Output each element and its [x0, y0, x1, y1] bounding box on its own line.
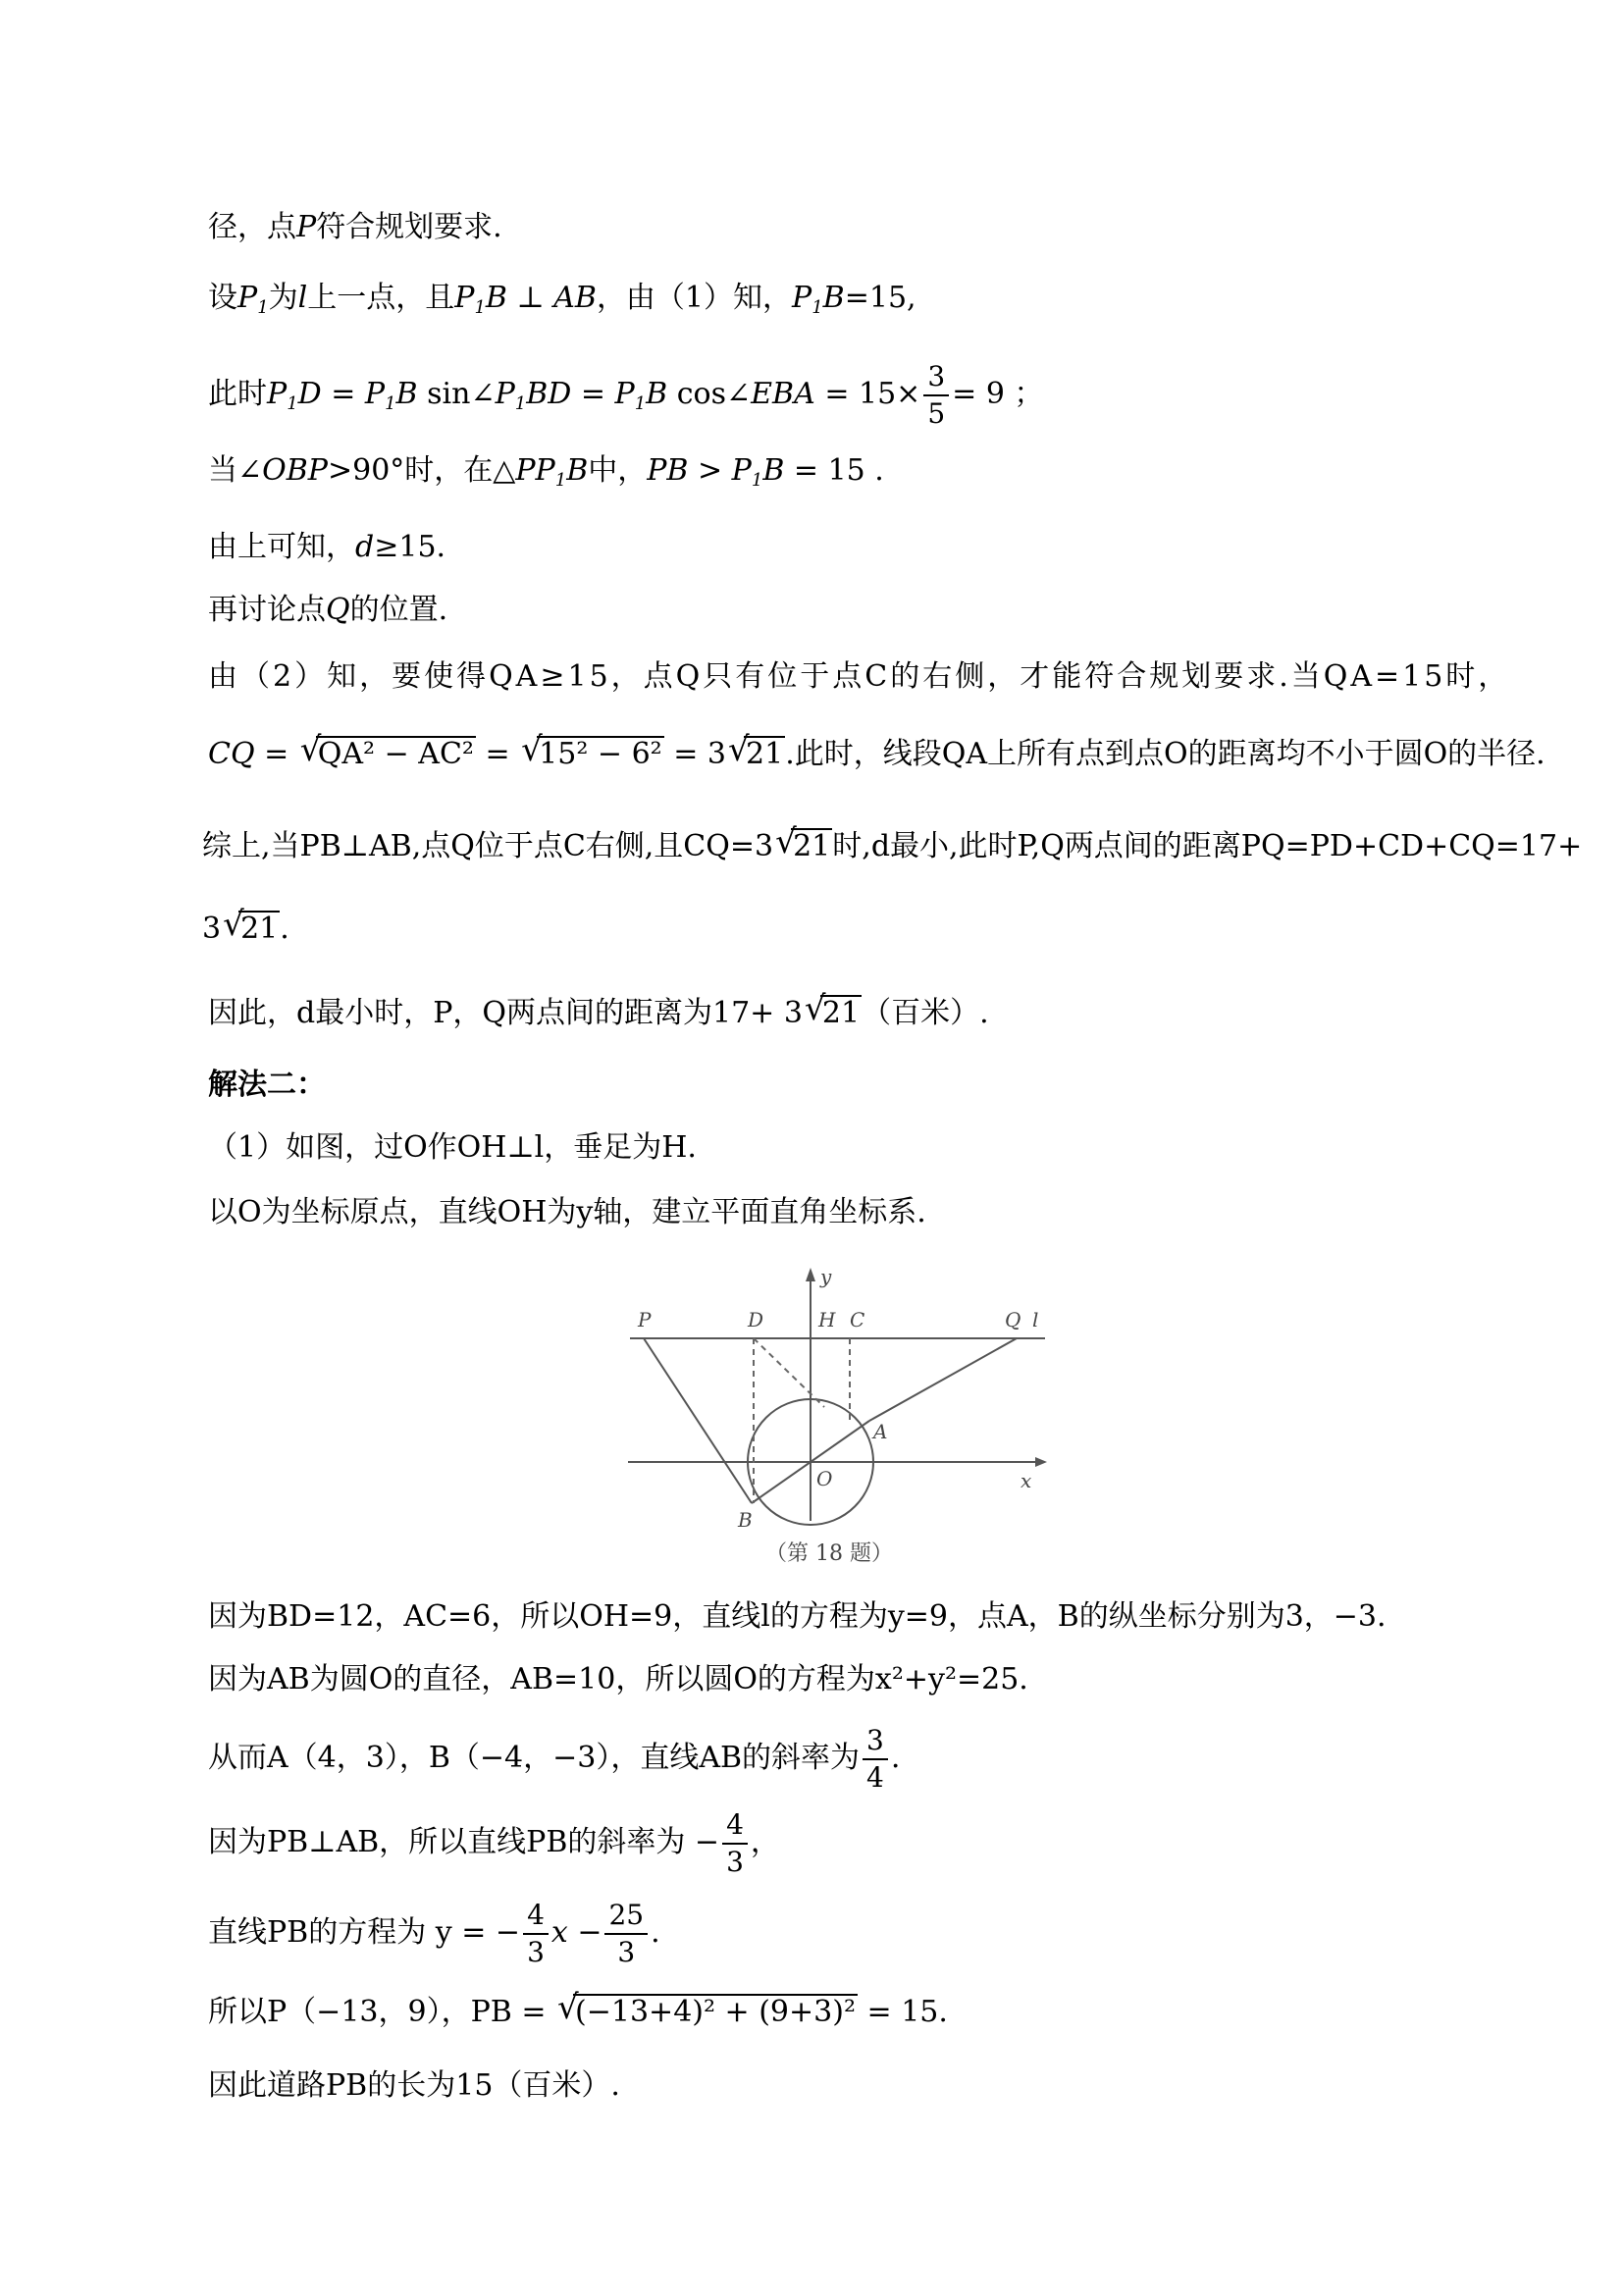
text-line-5: 由上可知，d≥15.	[208, 530, 446, 564]
text-line-6: 再讨论点Q的位置.	[208, 593, 448, 627]
text-line-11: 因此，d最小时，P，Q两点间的距离为17+ 3√ 21（百米）.	[208, 995, 989, 1031]
segment-aq	[869, 1338, 1017, 1421]
section-heading-method-2: 解法二：	[208, 1068, 326, 1102]
text-line-2: 设$P_1$为l上一点，且$P_1B$ ⊥ AB，由（1）知，$P_1B=15$,	[208, 281, 916, 318]
label-a: A	[873, 1420, 888, 1443]
text-line-8: CQ = √ QA² − AC² = √ 15² − 6² = 3√ 21.此时，线段QA上所有点到点O的距离均不小于圆O的半径.	[208, 736, 1545, 772]
text-line-20: 所以P（−13，9），PB = √ (−13+4)² + (9+3)² = 15.	[208, 1994, 948, 2030]
text-line-4: 当∠OBP>90°时，在$\triangle PP_1B$中，PB > $P_1B = 15$ .	[208, 453, 884, 491]
text-line-14: 以O为坐标原点，直线OH为y轴，建立平面直角坐标系.	[208, 1195, 926, 1229]
fraction-3-4: $\frac{3}{4}$	[863, 1727, 888, 1792]
text-line-21: 因此道路PB的长为15（百米）.	[208, 2068, 620, 2103]
text-line-16: 因为AB为圆O的直径，AB=10，所以圆O的方程为x²+y²=25.	[208, 1662, 1028, 1696]
fraction-25-3: $\frac{25}{3}$	[604, 1902, 648, 1966]
text-line-1: 径，点P符合规划要求.	[208, 210, 502, 244]
dashed-d-circle	[754, 1338, 824, 1407]
fraction-4-3-b: $\frac{4}{3}$	[523, 1902, 549, 1966]
fraction-3-5: $\frac{3}{5}$	[923, 363, 949, 428]
label-d: D	[748, 1308, 764, 1331]
text-line-15: 因为BD=12，AC=6，所以OH=9，直线l的方程为y=9，点A，B的纵坐标分别为3，−3.	[208, 1599, 1387, 1634]
y-axis-arrow-icon	[806, 1268, 815, 1281]
figure-caption: （第 18 题）	[765, 1541, 893, 1566]
text-line-10: 3√ 21.	[202, 911, 289, 947]
label-o: O	[816, 1467, 833, 1490]
text-line-13: （1）如图，过O作OH⊥l，垂足为H.	[208, 1130, 697, 1165]
label-q: Q	[1005, 1308, 1021, 1331]
text-line-9: 综上,当PB⊥AB,点Q位于点C右侧,且CQ=3√ 21时,d最小,此时P,Q两点间的距离PQ=PD+CD+CQ=17+	[202, 828, 1582, 864]
text-line-3: 此时$P_1D = P_1B$ $\sin\angle P_1BD = P_1B$ cos∠EBA = 15× $\frac{3}{5}$ = 9 ；	[208, 360, 1044, 430]
fraction-4-3: $\frac{4}{3}$	[722, 1811, 748, 1876]
label-p: P	[638, 1308, 652, 1331]
x-axis-arrow-icon	[1035, 1457, 1047, 1467]
text-line-18: 因为PB⊥AB，所以直线PB的斜率为 − $\frac{4}{3}$ ，	[208, 1808, 780, 1878]
label-h: H	[818, 1308, 836, 1331]
label-x: x	[1021, 1469, 1032, 1492]
text-line-19: 直线PB的方程为 y = − $\frac{4}{3}$ x − $\frac{25}{3}$ .	[208, 1899, 660, 1968]
label-b: B	[738, 1508, 753, 1532]
label-c: C	[850, 1308, 865, 1331]
label-l: l	[1032, 1308, 1039, 1331]
segment-pb	[644, 1338, 752, 1503]
text-line-17: 从而A（4，3），B（−4，−3），直线AB的斜率为 $\frac{3}{4}$ .	[208, 1724, 901, 1794]
geometry-figure	[628, 1266, 1050, 1570]
label-y: y	[820, 1266, 832, 1288]
text-line-7: 由（2）知，要使得QA≥15，点Q只有位于点C的右侧，才能符合规划要求.当QA=15时，	[208, 659, 1511, 694]
